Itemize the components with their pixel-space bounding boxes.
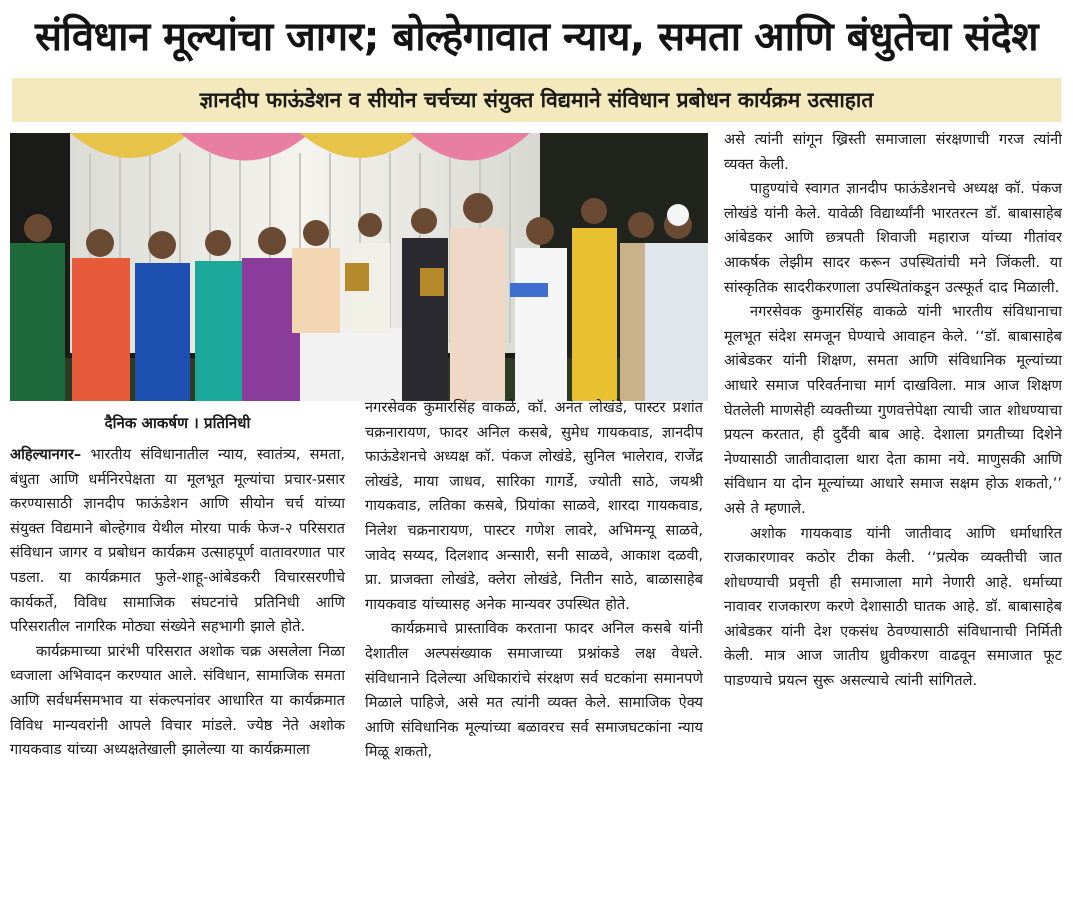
event-photo [10,133,708,401]
article-paragraph [10,443,345,640]
article-paragraph: नगरसेवक कुमारसिंह वाकळे, कॉ. अनंत लोखंडे, पास्टर प्रशांत चक्रनारायण, फादर अनिल कसबे, सुमेध गायकवाड, ज्ञानदीप फाऊंडेशनचे अध्यक्ष कॉ. पंकज लोखंडे, सुनिल भालेराव, राजेंद्र लोखंडे, माया जाधव, सारिका गागर्डे, ज्योती साठे, जयश्री गायकवाड, लतिका कसबे, प्रियांका साळवे, शारदा गायकवाड, निलेश चक्रनारायण, पास्टर गणेश लावरे, अभिमन्यू साळवे, जावेद सय्यद, दिलशाद अन्सारी, सनी साळवे, आकाश दळवी, प्रा. प्राजक्ता लोखंडे, क्लेरा लोखंडे, नितीन साठे, बाळासाहेब गायकवाड यांच्यासह अनेक मान्यवर उपस्थित होते. [365,399,703,613]
event-photo-illustration [10,133,708,401]
article-paragraph: पाहुण्यांचे स्वागत ज्ञानदीप फाऊंडेशनचे अध्यक्ष कॉ. पंकज लोखंडे यांनी केले. यावेळी विद्यार्थ्यांनी भारतरत्न डॉ. बाबासाहेब आंबेडकर आणि छत्रपती शिवाजी महाराज यांच्या गीतांवर आकर्षक लेझीम सादर करून उपस्थितांची मने जिंकली. या सांस्कृतिक सादरीकरणाला उपस्थितांकडून उत्स्फूर्त दाद मिळाली. [724,180,1062,296]
byline: दैनिक आकर्षण । प्रतिनिधी [104,414,251,432]
article-paragraph: कार्यक्रमाचे प्रास्ताविक करताना फादर अनिल कसबे यांनी देशातील अल्पसंख्याक समाजाच्या प्रश्नांकडे लक्ष वेधले. संविधानाने दिलेल्या अधिकारांचे संरक्षण सर्व घटकांना समानपणे मिळाले पाहिजे, असे मत त्यांनी व्यक्त केले. सामाजिक ऐक्य आणि संविधानिक मूल्यांच्या बळावरच सर्व समाजघटकांना न्याय मिळू शकतो, [365,620,703,761]
article-paragraph: अशोक गायकवाड यांनी जातीवाद आणि धर्माधारित राजकारणावर कठोर टीका केली. ‘‘प्रत्येक व्यक्तीची जात शोधण्याची प्रवृत्ती ही समाजाला मागे नेणारी आहे. धर्माच्या नावावर राजकारण करणे देशासाठी घातक आहे. डॉ. बाबासाहेब आंबेडकर यांनी देश एकसंध ठेवण्यासाठी संविधानाची निर्मिती केली. मात्र आज जातीय ध्रुवीकरण वाढवून समाजात फूट पाडण्याचे प्रयत्न सुरू असल्याचे त्यांनी सांगितले. [724,524,1062,690]
article-column-2 [365,396,703,896]
article-column-1 [10,443,345,893]
article-column-3 [724,128,1062,898]
article-paragraph: कार्यक्रमाच्या प्रारंभी परिसरात अशोक चक्र असलेला निळा ध्वजाला अभिवादन करण्यात आले. संविधान, सामाजिक समता आणि सर्वधर्मसमभाव या संकल्पनांवर आधारित या कार्यक्रमात विविध मान्यवरांनी आपले विचार मांडले. ज्येष्ठ नेते अशोक गायकवाड यांच्या अध्यक्षतेखाली झालेल्या या कार्यक्रमाला [10,642,345,759]
headline: संविधान मूल्यांचा जागर; बोल्हेगावात न्याय, समता आणि बंधुतेचा संदेश [34,14,1039,60]
article-paragraph: नगरसेवक कुमारसिंह वाकळे यांनी भारतीय संविधानाचा मूलभूत संदेश समजून घेण्याचे आवाहन केले. ‘‘डॉ. बाबासाहेब आंबेडकर यांनी शिक्षण, समता आणि संविधानिक मूल्यांच्या आधारे समाज परिवर्तनाचा मार्ग दाखविला. मात्र आज शिक्षण घेतलेली माणसेही व्यक्तीच्या गुणवत्तेपेक्षा त्याची जात शोधण्याचा प्रयत्न करतात, ही दुर्दैवी बाब आहे. देशाला प्रगतीच्या दिशेने नेण्यासाठी जातीवादाला थारा देता कामा नये. माणुसकी आणि संविधान या दोन मूल्यांच्या आधारे समाज सक्षम होऊ शकतो,’’ असे ते म्हणाले. [724,303,1062,517]
paragraph-text: भारतीय संविधानातील न्याय, स्वातंत्र्य, समता, बंधुता आणि धर्मनिरपेक्षता या मूलभूत मूल्यांचा प्रचार-प्रसार करण्यासाठी ज्ञानदीप फाऊंडेशन आणि सीयोन चर्च यांच्या संयुक्त विद्यमाने बोल्हेगाव येथील मोरया पार्क फेज-२ परिसरात संविधान जागर व प्रबोधन कार्यक्रम उत्साहपूर्ण वातावरणात पार पडला. या कार्यक्रमात फुले-शाहू-आंबेडकरी विचारसरणीचे कार्यकर्ते, विविध सामाजिक संघटनांचे प्रतिनिधी आणि परिसरातील नागरिक मोठ्या संख्येने सहभागी झाले होते. [10,446,345,636]
article-paragraph: असे त्यांनी सांगून ख्रिस्ती समाजाला संरक्षणाची गरज त्यांनी व्यक्त केली. [724,131,1062,173]
dateline: अहिल्यानगर– [10,446,82,463]
subheadline: ज्ञानदीप फाऊंडेशन व सीयोन चर्चच्या संयुक्त विद्यमाने संविधान प्रबोधन कार्यक्रम उत्साहात [12,78,1061,122]
